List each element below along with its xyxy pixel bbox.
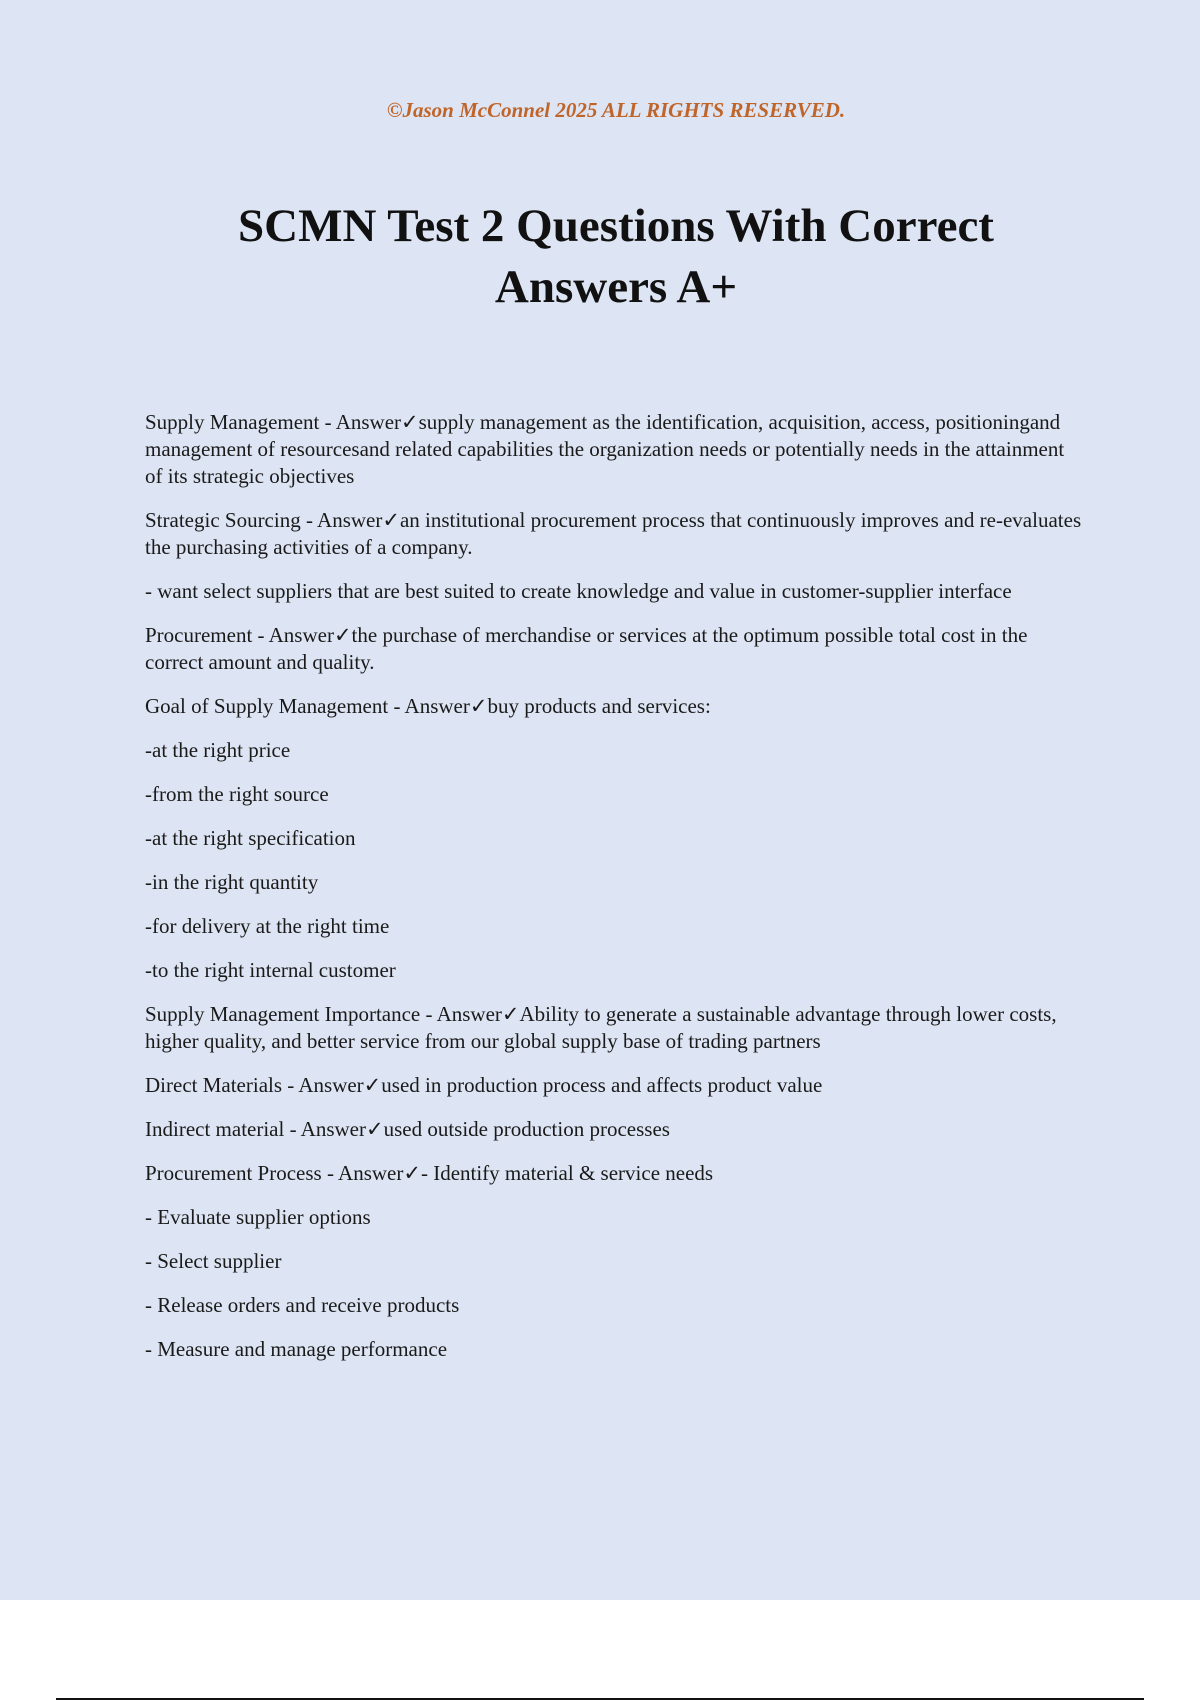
list-item: - Measure and manage performance [145, 1337, 448, 1361]
paragraph: Strategic Sourcing - Answer✓an institutional procurement process that continuously improves and re-evaluates the purchasing activities of a company. [145, 508, 1082, 559]
page-title: SCMN Test 2 Questions With Correct Answers A+ [238, 200, 994, 313]
document-body [145, 409, 1085, 1380]
list-item: -from the right source [145, 782, 329, 806]
paragraph: Supply Management Importance - Answer✓Ability to generate a sustainable advantage through lower costs, higher quality, and better service from our global supply base of trading partners [145, 1002, 1057, 1053]
list-item: - Evaluate supplier options [145, 1205, 371, 1229]
list-item: -in the right quantity [145, 870, 319, 894]
paragraph: Indirect material - Answer✓used outside production processes [145, 1117, 670, 1141]
list-item: -for delivery at the right time [145, 914, 390, 938]
paragraph: Goal of Supply Management - Answer✓buy products and services: [145, 694, 711, 718]
paragraph: Procurement Process - Answer✓- Identify material & service needs [145, 1161, 714, 1185]
paragraph: Procurement - Answer✓the purchase of merchandise or services at the optimum possible total cost in the correct amount and quality. [145, 623, 1028, 674]
list-item: -at the right price [145, 738, 291, 762]
paragraph: - want select suppliers that are best suited to create knowledge and value in customer-supplier interface [145, 579, 1012, 603]
copyright-notice: ©Jason McConnel 2025 ALL RIGHTS RESERVED. [386, 98, 846, 122]
paragraph: Direct Materials - Answer✓used in production process and affects product value [145, 1073, 823, 1097]
list-item: - Select supplier [145, 1249, 282, 1273]
list-item: -at the right specification [145, 826, 356, 850]
list-item: -to the right internal customer [145, 958, 396, 982]
paragraph: Supply Management - Answer✓supply management as the identification, acquisition, access, positioningand management of resourcesand related capabilities the organization needs or potentially needs in the attainment of its strategic objectives [145, 410, 1065, 488]
list-item: - Release orders and receive products [145, 1293, 460, 1317]
